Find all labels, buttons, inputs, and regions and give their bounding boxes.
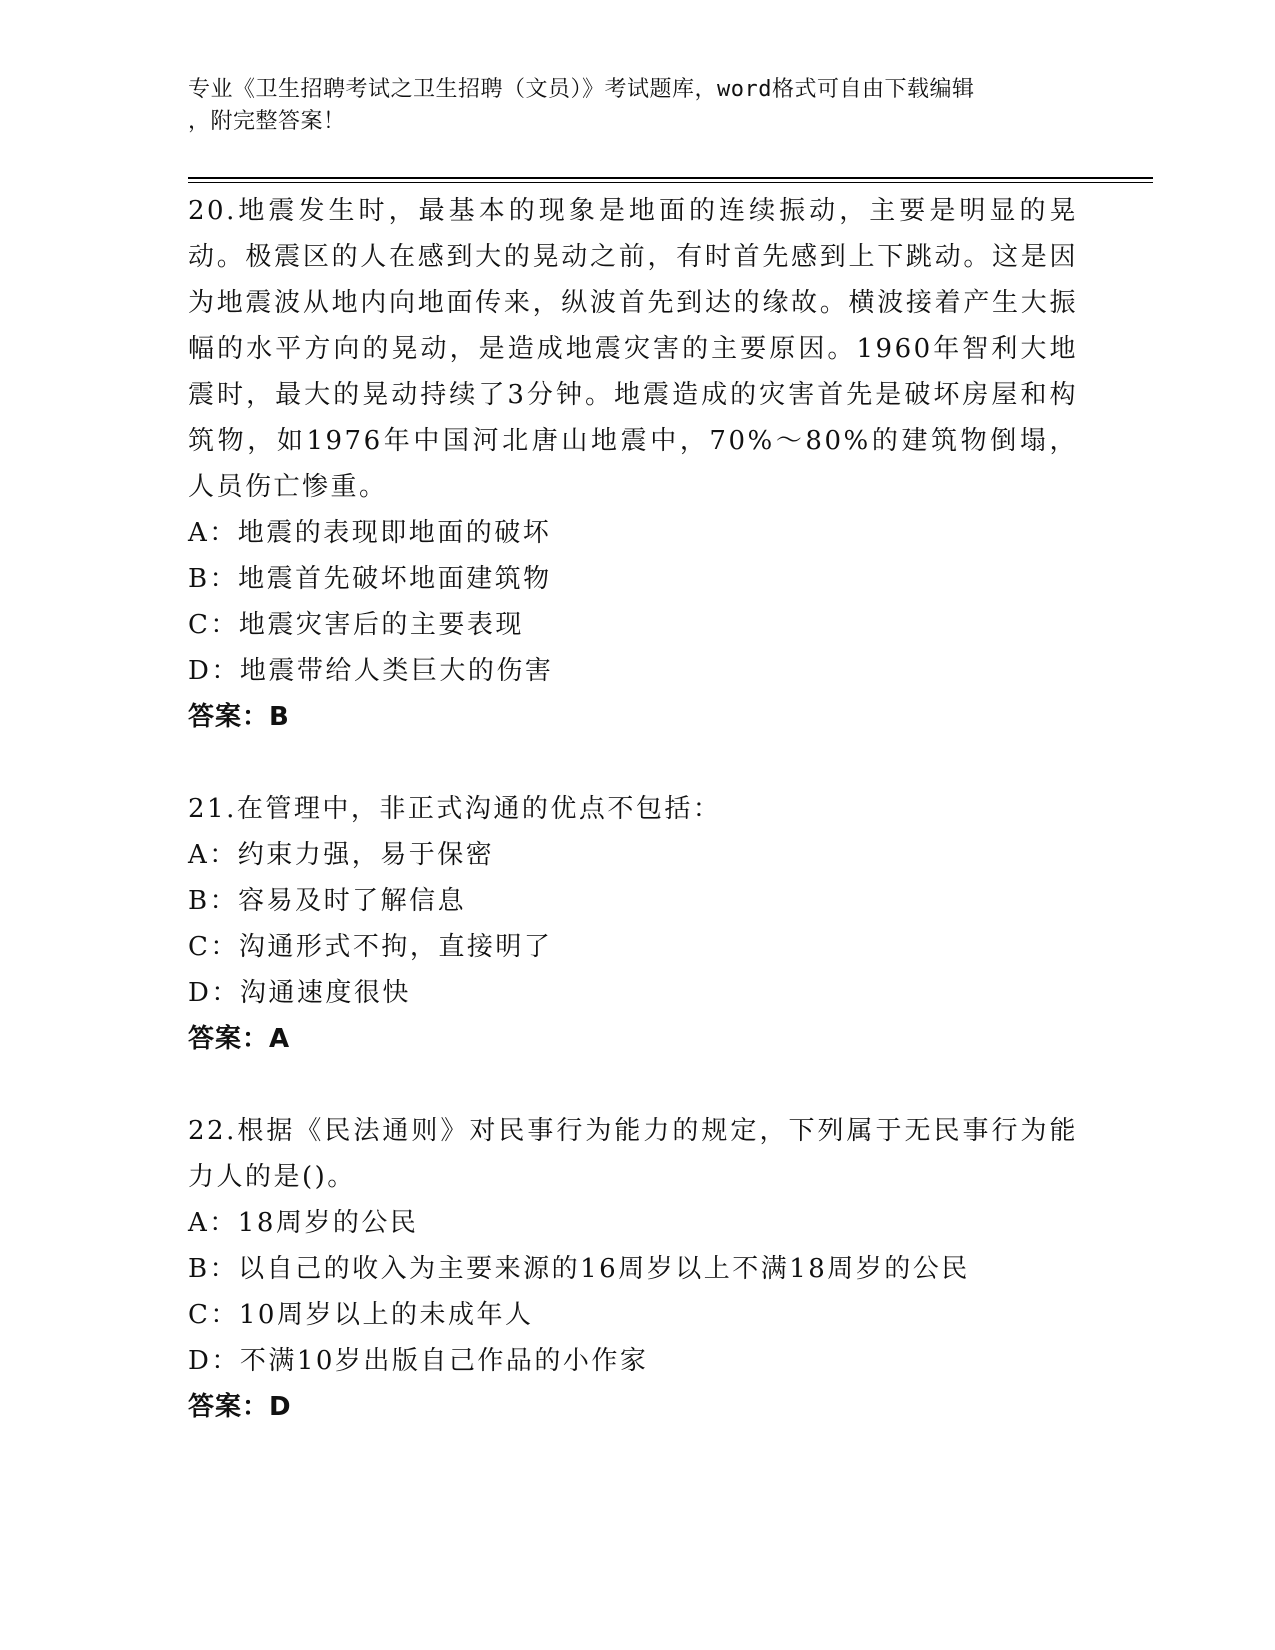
header-divider-thick — [188, 177, 1153, 179]
answer: 答案：D — [188, 1392, 292, 1422]
option-b: B：容易及时了解信息 — [188, 886, 467, 916]
header-line-2: ，附完整答案！ — [188, 109, 346, 134]
question-text: 22.根据《民法通则》对民事行为能力的规定，下列属于无民事行为能力人的是()。 — [188, 1116, 1078, 1192]
option-a: A：约束力强，易于保密 — [188, 840, 495, 870]
option-d: D：地震带给人类巨大的伤害 — [188, 656, 554, 686]
option-d: D：沟通速度很快 — [188, 978, 411, 1008]
question-22 — [188, 1108, 1078, 1430]
header-line-1: 专业《卫生招聘考试之卫生招聘（文员）》考试题库，word格式可自由下载编辑 — [188, 77, 975, 102]
question-text: 20.地震发生时，最基本的现象是地面的连续振动，主要是明显的晃动。极震区的人在感到大的晃动之前，有时首先感到上下跳动。这是因为地震波从地内向地面传来，纵波首先到达的缘故。横波接着产生大振幅的水平方向的晃动，是造成地震灾害的主要原因。1960年智利大地震时，最大的晃动持续了3分钟。地震造成的灾害首先是破坏房屋和构筑物，如1976年中国河北唐山地震中，70%～80%的建筑物倒塌，人员伤亡惨重。 — [188, 196, 1078, 502]
option-d: D：不满10岁出版自己作品的小作家 — [188, 1346, 649, 1376]
question-spacer — [188, 740, 1078, 786]
option-a: A：地震的表现即地面的破坏 — [188, 518, 552, 548]
option-b: B：以自己的收入为主要来源的16周岁以上不满18周岁的公民 — [188, 1254, 970, 1284]
question-text: 21.在管理中，非正式沟通的优点不包括： — [188, 794, 722, 824]
answer: 答案：A — [188, 1024, 291, 1054]
option-c: C：10周岁以上的未成年人 — [188, 1300, 534, 1330]
question-21 — [188, 786, 1078, 1062]
option-a: A：18周岁的公民 — [188, 1208, 419, 1238]
header-divider-thin — [188, 182, 1153, 183]
document-header — [188, 74, 1088, 138]
answer: 答案：B — [188, 702, 290, 732]
question-20 — [188, 188, 1078, 740]
option-b: B：地震首先破坏地面建筑物 — [188, 564, 552, 594]
question-spacer — [188, 1062, 1078, 1108]
option-c: C：沟通形式不拘，直接明了 — [188, 932, 553, 962]
question-list — [188, 188, 1078, 1430]
option-c: C：地震灾害后的主要表现 — [188, 610, 524, 640]
